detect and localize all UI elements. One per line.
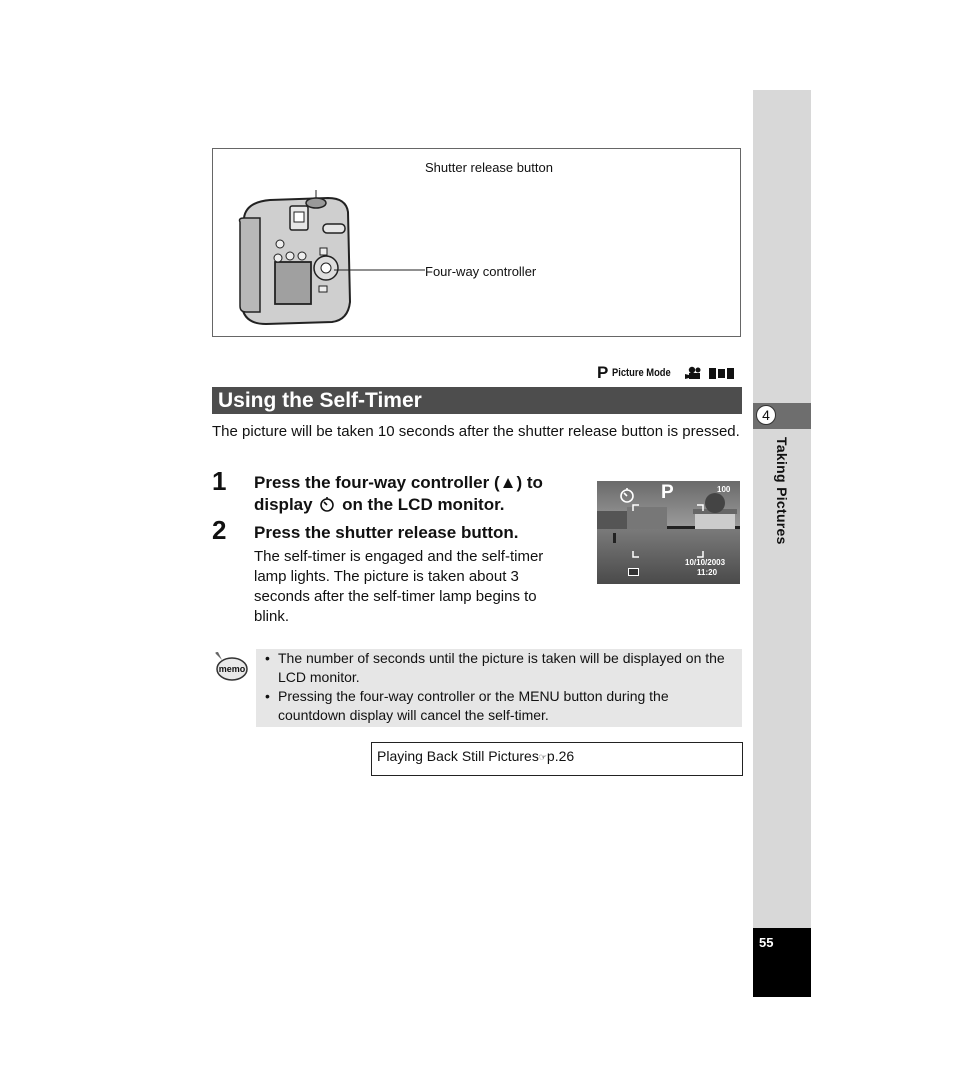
memo-icon-label: memo [218, 664, 246, 674]
mode-indicator-line [597, 364, 737, 382]
picture-mode-label: Picture Mode [612, 367, 672, 379]
intro-paragraph: The picture will be taken 10 seconds after the shutter release button is pressed. [212, 423, 740, 440]
page-reference-icon: ☞ [538, 752, 547, 762]
self-timer-icon [319, 496, 335, 512]
step-2-body: The self-timer is engaged and the self-timer lamp lights. The picture is taken about 3 seconds after the self-timer lamp begins to blink. [254, 548, 544, 625]
reference-text: Playing Back Still Pictures [377, 748, 539, 764]
step-1-line-2 [254, 494, 505, 516]
memo-icon [212, 650, 248, 682]
picture-mode-letter: P [597, 363, 609, 382]
step-1-number: 1 [212, 466, 227, 496]
lcd-frame-count: 100 [717, 485, 731, 494]
step-1-text-post: on the LCD monitor. [342, 495, 505, 514]
chapter-number: 4 [756, 405, 776, 425]
callout-shutter-release: Shutter release button [425, 160, 553, 175]
chapter-title: Taking Pictures [774, 437, 790, 545]
step-1-text-pre: display [254, 495, 313, 514]
page-number: 55 [759, 935, 774, 950]
camera-illustration [230, 190, 430, 330]
memo-list [264, 649, 738, 725]
lcd-mode-letter: P [661, 482, 674, 503]
reference-page: p.26 [546, 748, 575, 764]
step-2-text: Press the shutter release button. [254, 523, 519, 542]
lcd-date: 10/10/2003 [685, 558, 726, 567]
step-1-line-1: Press the four-way controller (▲) to [254, 473, 543, 492]
reference-line [377, 748, 574, 764]
lcd-monitor-screen [597, 481, 740, 584]
movie-mode-icon [683, 366, 703, 380]
continuous-shooting-icon [707, 366, 737, 380]
lcd-battery-icon [628, 568, 639, 576]
step-2-number: 2 [212, 515, 227, 545]
callout-four-way-controller: Four-way controller [425, 264, 537, 279]
lcd-time: 11:20 [697, 568, 718, 577]
memo-item: • The number of seconds until the picture is taken will be displayed on the LCD monitor. [264, 649, 738, 687]
memo-item: • Pressing the four-way controller or the MENU button during the countdown display will cancel the self-timer. [264, 687, 738, 725]
lcd-focus-frame [597, 481, 740, 584]
section-title: Using the Self-Timer [218, 389, 422, 412]
